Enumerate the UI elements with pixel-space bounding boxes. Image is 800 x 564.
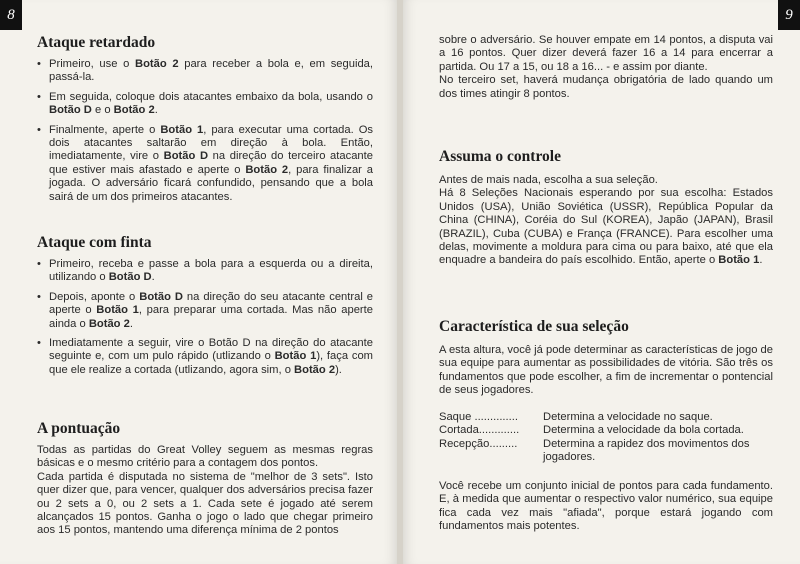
fundamento-term: Cortada.............	[439, 424, 520, 437]
bold-term: Botão 2	[245, 163, 289, 176]
bullets-ataque-retardado	[37, 58, 373, 210]
paragraph: Antes de mais nada, escolha a sua seleção.	[439, 174, 658, 186]
page-number-tab: 8	[0, 0, 22, 30]
bullet-item: • Finalmente, aperte o Botão 1, para executar uma cortada. Os dois atacantes saltarão em direção à bola. Então, imediatamente, vire o Botão D na direção do terceiro atacante que estiver mais afastado e aperte o Botão 2, para finalizar a jogada. O adversário ficará confundido, pensando que a bola sairá de um dos primeiros atacantes.	[37, 124, 373, 204]
continuation-text	[439, 34, 773, 101]
assuma-text	[439, 174, 773, 268]
paragraph: sobre o adversário. Se houver empate em 14 pontos, a disputa vai a 16 pontos. Quer dizer deverá fazer 16 a 14 para encerrar a partida. Ou 17 a 15, ou 18 a 16... - e assim por diante.	[439, 34, 773, 73]
fundamento-desc: Determina a rapidez dos movimentos dos jogadores.	[543, 437, 750, 464]
bold-term: Botão 1	[274, 350, 317, 363]
bold-term: Botão D	[108, 271, 152, 284]
paragraph: No terceiro set, haverá mudança obrigatória de lado quando um dos times atingir 8 pontos.	[439, 74, 773, 100]
section-title-assuma-o-controle: Assuma o controle	[439, 148, 561, 165]
bold-term: Botão 2	[134, 58, 179, 70]
section-title-caracteristica: Característica de sua seleção	[439, 318, 629, 335]
bold-term: Botão D	[139, 290, 183, 303]
section-title-ataque-com-finta: Ataque com finta	[37, 234, 152, 251]
bold-term: Botão 1	[160, 123, 204, 136]
paragraph: Todas as partidas do Great Volley seguem as mesmas regras básicas e o mesmo critério para a contagem dos pontos.	[37, 444, 373, 470]
bold-term: Botão D	[49, 104, 92, 117]
bold-term: Botão 2	[113, 104, 155, 117]
paragraph: Há 8 Seleções Nacionais esperando por sua escolha: Estados Unidos (USA), União Soviética (USSR), República Popular da China (CHINA), Coréia do Sul (KOREA), Japão (JAPAN), Brasil (BRAZIL), Cuba (CUBA) e França (FRANCE). Para escolher uma delas, movimente a moldura para cima ou para baixo, até que ela enquadre a bandeira do país escolhido. Então, aperte o Botão 1.	[439, 187, 773, 267]
bullet-item: • Primeiro, use o Botão 2 para receber a bola e, em seguida, passá-la.	[37, 58, 373, 85]
bullet-item: • Depois, aponte o Botão D na direção do seu atacante central e aperte o Botão 1, para preparar uma cortada. Mas não aperte ainda o Botão 2.	[37, 291, 373, 331]
fundamento-term: Saque ..............	[439, 411, 518, 423]
left-page	[0, 0, 397, 564]
page-number-tab: 9	[778, 0, 800, 30]
bold-term: Botão 2	[88, 317, 130, 330]
bullet-item: • Primeiro, receba e passe a bola para a esquerda ou a direita, utilizando o Botão D.	[37, 258, 373, 285]
fundamento-desc: Determina a velocidade no saque.	[543, 411, 713, 423]
bold-term: Botão 1	[96, 304, 139, 317]
fundamento-row	[439, 411, 773, 424]
fundamento-desc: Determina a velocidade da bola cortada.	[543, 424, 744, 437]
bullet-item: • Em seguida, coloque dois atacantes embaixo da bola, usando o Botão D e o Botão 2.	[37, 91, 373, 118]
pontuacao-text	[37, 444, 373, 538]
fundamentos-list	[439, 411, 773, 465]
section-title-a-pontuacao: A pontuação	[37, 420, 121, 437]
section-title-ataque-retardado: Ataque retardado	[37, 34, 156, 51]
bullets-ataque-com-finta	[37, 258, 373, 383]
bullet-item: • Imediatamente a seguir, vire o Botão D na direção do atacante seguinte e, com um pulo rápido (utlizando o Botão 1), faça com que ele realize a cortada (utlizando, agora sim, o Botão 2).	[37, 337, 373, 377]
paragraph: Cada partida é disputada no sistema de "melhor de 3 sets". Isto quer dizer que, para vencer, qualquer dos adversários precisa fazer ou 2 sets a 0, ou 2 sets a 1. Cada sete é jogado até serem alcançados 15 pontos. Ganha o jogo o lado que chegar primeiro aos 15 pontos, mantendo uma diferença mínima de 2 pontos	[37, 470, 373, 537]
fundamento-row	[439, 438, 773, 465]
fundamento-term: Recepção.........	[439, 437, 518, 450]
caracteristica-intro: A esta altura, você já pode determinar as características de jogo de sua equipe para aumentar as possibilidades de vitória. São três os fundamentos que pode escolher, a fim de incrementar o pontencial de seus jogadores.	[439, 344, 773, 397]
bold-term: Botão 2	[294, 363, 336, 376]
bold-term: Botão 1	[718, 254, 760, 267]
bold-term: Botão D	[163, 150, 209, 163]
right-page	[403, 0, 800, 564]
caracteristica-outro: Você recebe um conjunto inicial de pontos para cada fundamento. E, à medida que aumentar o respectivo valor numérico, sua equipe fica cada vez mais "afiada", porque estará jogando com fundamentos mais potentes.	[439, 480, 773, 533]
fundamento-row	[439, 424, 773, 437]
